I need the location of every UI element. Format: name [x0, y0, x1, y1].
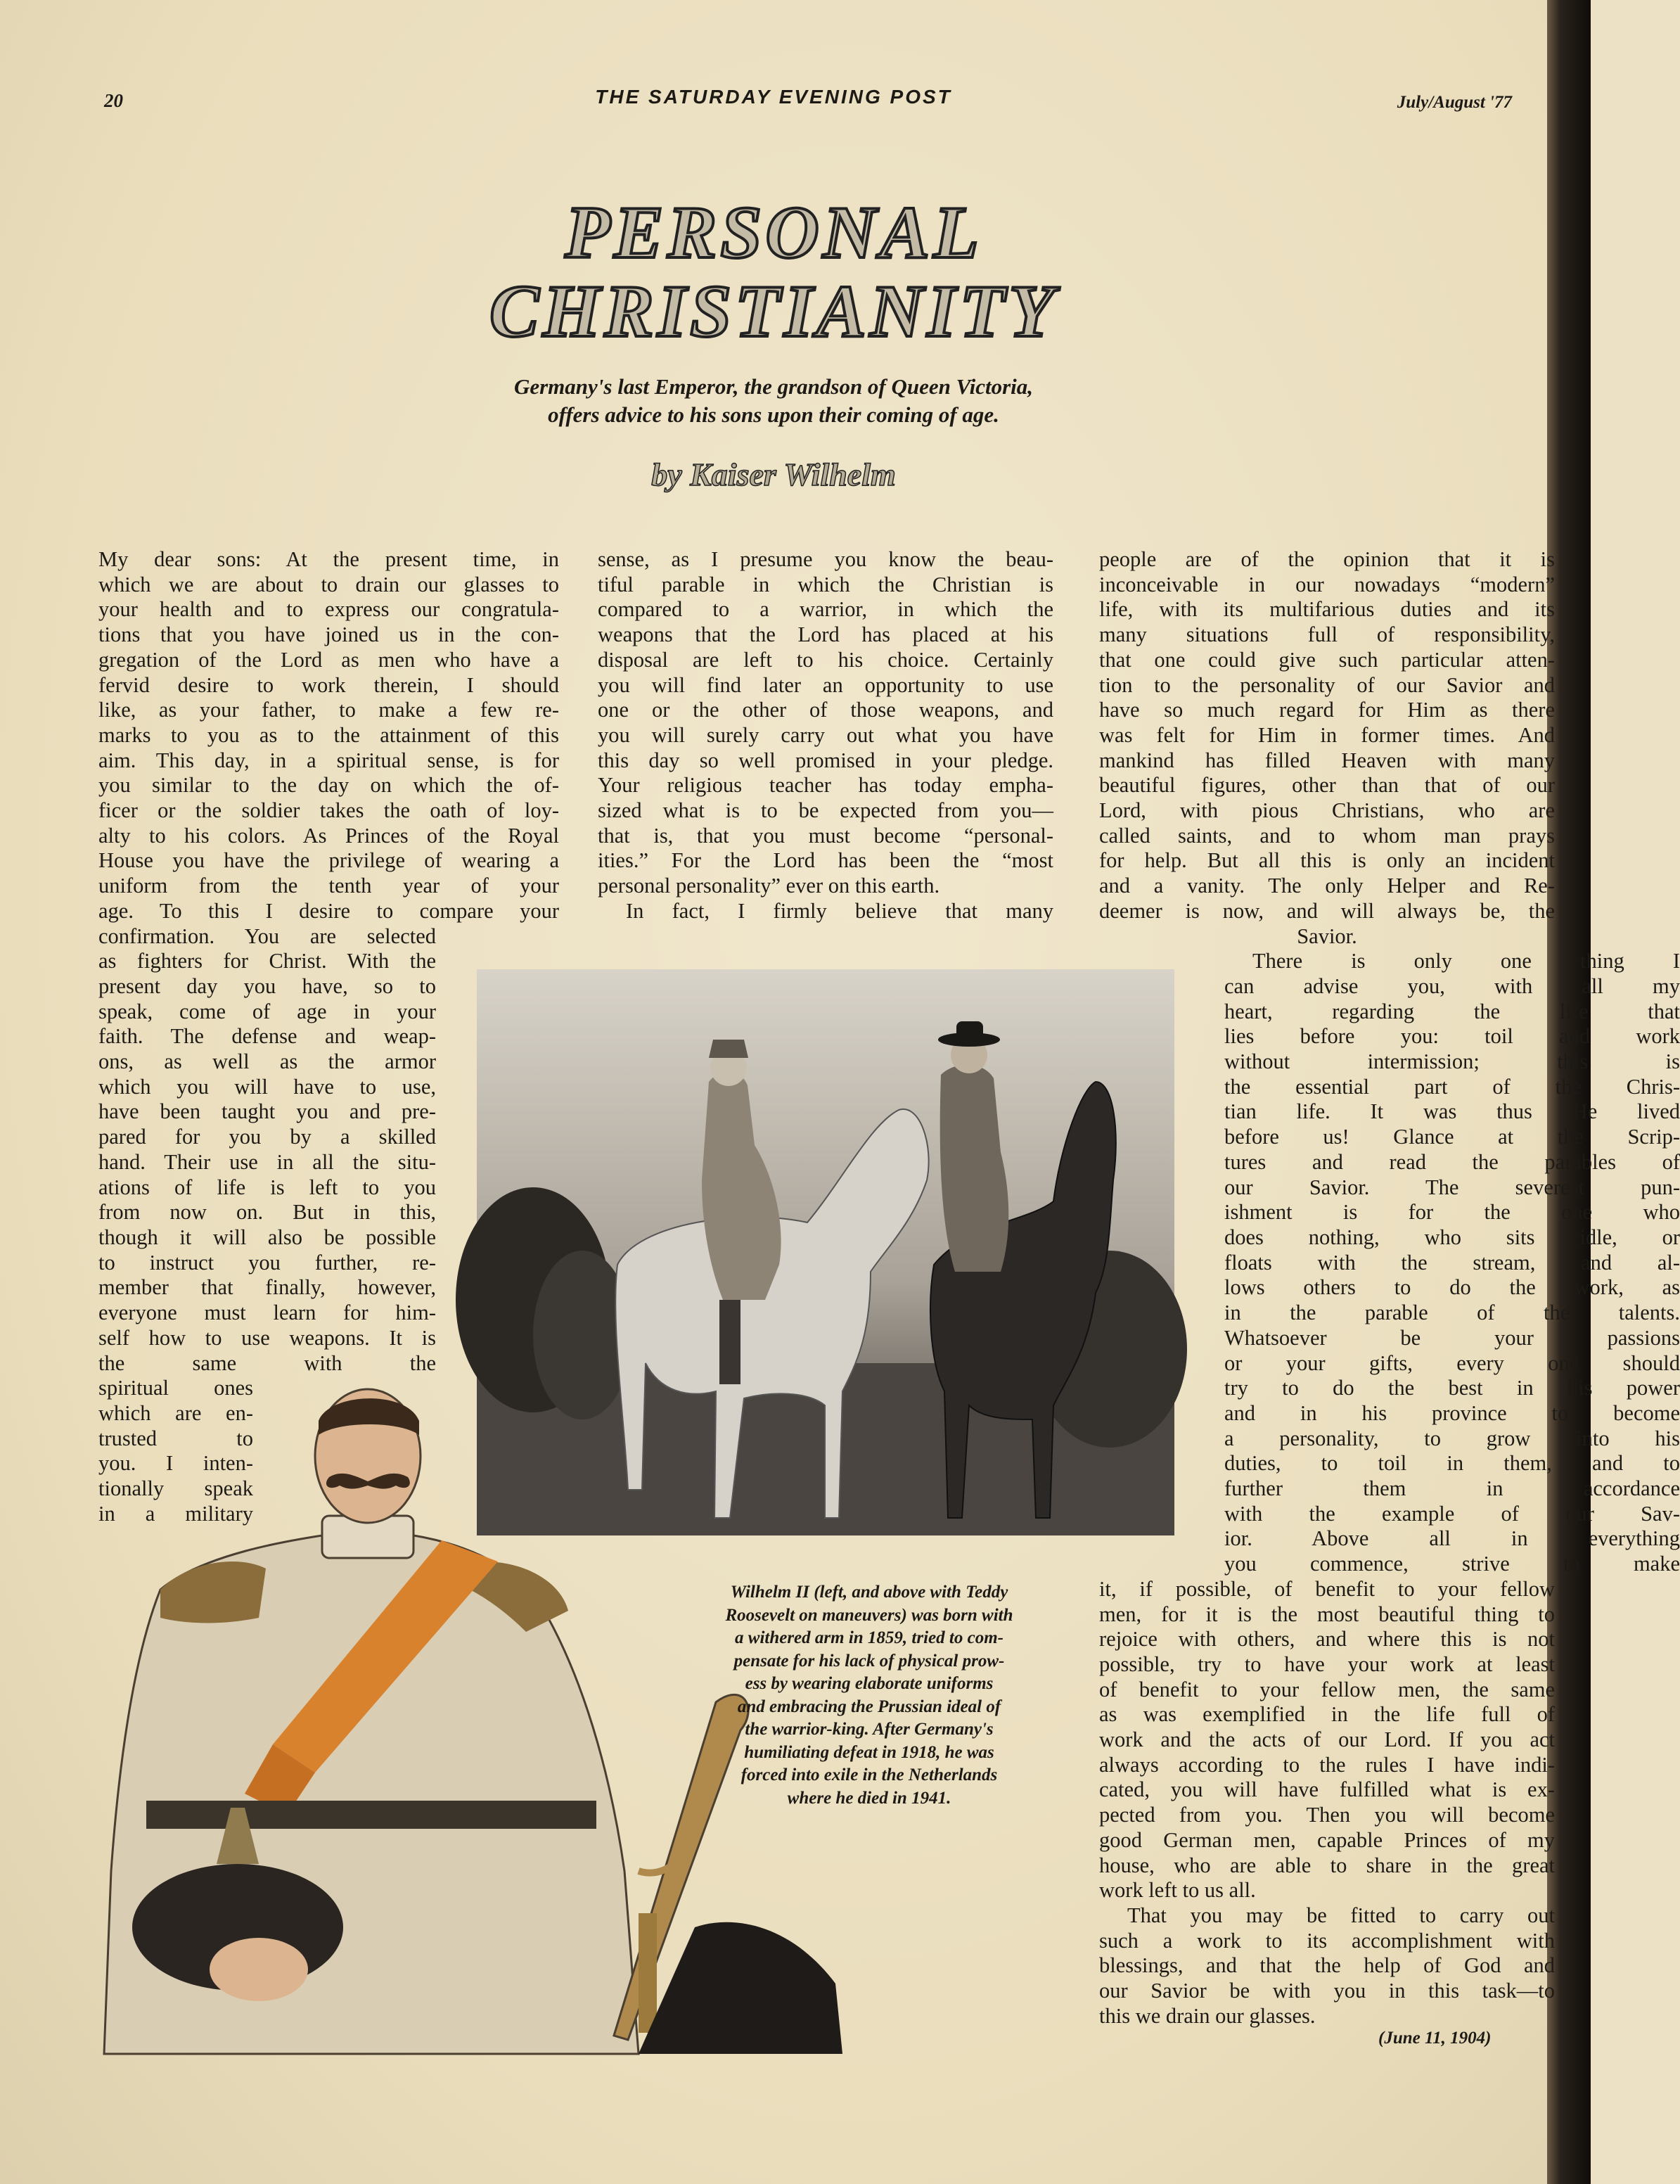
- text-line: good German men, capable Princes of my: [1099, 1827, 1555, 1852]
- text-line: personal personality” ever on this earth.: [598, 874, 940, 898]
- text-line: it, if possible, of benefit to your fellow: [1099, 1576, 1555, 1601]
- text-line: sized what is to be expected from you—: [598, 798, 1053, 823]
- caption-line: the warrior-king. After Germany's: [745, 1720, 994, 1739]
- text-line: trusted to: [98, 1426, 253, 1450]
- text-line: which you will have to use,: [98, 1074, 436, 1099]
- text-line: age. To this I desire to compare your: [98, 898, 559, 923]
- text-line: uniform from the tenth year of your: [98, 874, 559, 898]
- text-line: My dear sons: At the present time, in: [98, 547, 559, 571]
- text-line: member that finally, however,: [98, 1275, 436, 1300]
- text-line: blessings, and that the help of God and: [1099, 1953, 1555, 1978]
- text-line: people are of the opinion that it is: [1099, 547, 1555, 571]
- text-line: many situations full of responsibility,: [1099, 622, 1555, 647]
- dek-line: Germany's last Emperor, the grandson of Queen Victoria,: [513, 374, 1034, 399]
- caption-line: where he died in 1941.: [787, 1788, 951, 1808]
- text-line: with the example of our Sav-: [1224, 1501, 1680, 1526]
- caption-line: humiliating defeat in 1918, he was: [744, 1742, 994, 1762]
- text-line: tiful parable in which the Christian is: [598, 572, 1053, 596]
- text-line: ities.” For the Lord has been the “most: [598, 848, 1053, 873]
- text-line: lies before you: toil and work: [1224, 1024, 1680, 1049]
- issue-date: July/August '77: [1397, 93, 1512, 112]
- column3-wide-block: [1099, 547, 1555, 949]
- text-line: for help. But all this is only an incident: [1099, 848, 1555, 873]
- text-line: before us! Glance at the Scrip-: [1224, 1125, 1680, 1149]
- caption-line: ess by wearing elaborate uniforms: [745, 1674, 994, 1693]
- text-line: have been taught you and pre-: [98, 1099, 436, 1124]
- caption-line: pensate for his lack of physical prow-: [733, 1651, 1005, 1671]
- text-line: from now on. But in this,: [98, 1200, 436, 1225]
- text-line: was felt for Him in former times. And: [1099, 722, 1555, 747]
- text-line: alty to his colors. As Princes of the Royal: [98, 823, 559, 848]
- text-line: weapons that the Lord has placed at his: [598, 622, 1053, 647]
- text-line: and a vanity. The only Helper and Re-: [1099, 874, 1555, 898]
- text-line: spiritual ones: [98, 1376, 253, 1400]
- text-line: called saints, and to whom man prays: [1099, 823, 1555, 848]
- text-line: that is, that you must become “personal-: [598, 823, 1053, 848]
- text-line: the same with the: [98, 1350, 436, 1375]
- caption-line: and embracing the Prussian ideal of: [737, 1697, 1001, 1716]
- article-title-line2: CHRISTIANITY: [489, 270, 1058, 352]
- text-line: faith. The defense and weap-: [98, 1024, 436, 1049]
- text-line: That you may be fitted to carry out: [1127, 1903, 1555, 1927]
- text-line: tian life. It was thus He lived: [1224, 1099, 1680, 1124]
- text-line: try to do the best in his power: [1224, 1376, 1680, 1400]
- text-line: such a work to its accomplishment with: [1099, 1928, 1555, 1953]
- text-line: a personality, to grow into his: [1224, 1426, 1680, 1450]
- text-line: our Savior. The severest pun-: [1224, 1175, 1680, 1199]
- article-dek: [0, 373, 1547, 430]
- text-line: which are en-: [98, 1400, 253, 1425]
- text-line: you commence, strive to make: [1224, 1552, 1680, 1576]
- text-line: pared for you by a skilled: [98, 1125, 436, 1149]
- text-line: everyone must learn for him-: [98, 1301, 436, 1325]
- text-line: to instruct you further, re-: [98, 1250, 436, 1275]
- text-line: cated, you will have fulfilled what is ex-: [1099, 1777, 1555, 1802]
- text-line: does nothing, who sits idle, or: [1224, 1225, 1680, 1249]
- text-line: the essential part of the Chris-: [1224, 1074, 1680, 1099]
- text-line: though it will also be possible: [98, 1225, 436, 1249]
- text-line: you similar to the day on which the of-: [98, 773, 559, 798]
- text-line: work left to us all.: [1099, 1878, 1256, 1903]
- text-line: ons, as well as the armor: [98, 1049, 436, 1074]
- text-line: heart, regarding the life that: [1224, 999, 1680, 1023]
- text-line: speak, come of age in your: [98, 999, 436, 1023]
- text-line: duties, to toil in them, and to: [1224, 1451, 1680, 1476]
- text-line: that one could give such particular atten-: [1099, 647, 1555, 672]
- text-line: hand. Their use in all the situ-: [98, 1149, 436, 1174]
- text-line: inconceivable in our nowadays “modern”: [1099, 572, 1555, 596]
- text-line: further them in accordance: [1224, 1476, 1680, 1501]
- text-line: as fighters for Christ. With the: [98, 949, 436, 973]
- page-number: 20: [104, 90, 123, 111]
- text-line: have so much regard for Him as there: [1099, 698, 1555, 722]
- text-line: sense, as I presume you know the beau-: [598, 547, 1053, 571]
- text-line: this we drain our glasses.: [1099, 2003, 1316, 2028]
- body-column-2: [598, 547, 1053, 924]
- running-head: THE SATURDAY EVENING POST: [595, 86, 952, 108]
- column3-narrow-block: [1224, 949, 1680, 1577]
- text-line: ishment is for the one who: [1224, 1200, 1680, 1225]
- text-line: compared to a warrior, in which the: [598, 597, 1053, 622]
- text-line: you. I inten-: [98, 1451, 253, 1476]
- caption-line: Roosevelt on maneuvers) was born with: [725, 1605, 1013, 1625]
- column2-block: [598, 547, 1053, 924]
- text-line: pected from you. Then you will become: [1099, 1803, 1555, 1827]
- text-line: our Savior be with you in this task—to: [1099, 1979, 1555, 2003]
- article-title-line1: PERSONAL: [565, 191, 982, 274]
- text-line: work and the acts of our Lord. If you act: [1099, 1728, 1555, 1752]
- text-line: your health and to express our congratula-: [98, 597, 559, 622]
- text-line: marks to you as to the attainment of this: [98, 722, 559, 747]
- text-line: or your gifts, every one should: [1224, 1350, 1680, 1375]
- text-line: ior. Above all in everything: [1224, 1526, 1680, 1551]
- text-line: gregation of the Lord as men who have a: [98, 647, 559, 672]
- text-line: which we are about to drain our glasses to: [98, 572, 559, 596]
- text-line: In fact, I firmly believe that many: [626, 898, 1053, 923]
- text-line: like, as your father, to make a few re-: [98, 698, 559, 722]
- text-line: tionally speak: [98, 1476, 253, 1501]
- text-line: Lord, with pious Christians, who are: [1099, 798, 1555, 823]
- text-line: rejoice with others, and where this is not: [1099, 1627, 1555, 1652]
- text-line: floats with the stream, and al-: [1224, 1250, 1680, 1275]
- text-line: of benefit to your fellow men, the same: [1099, 1677, 1555, 1701]
- text-line: can advise you, with all my: [1224, 973, 1680, 998]
- caption-line: Wilhelm II (left, and above with Teddy: [730, 1583, 1008, 1602]
- text-line: tures and read the parables of: [1224, 1149, 1680, 1174]
- text-line: one or the other of those weapons, and: [598, 698, 1053, 722]
- text-line: Your religious teacher has today empha-: [598, 773, 1053, 798]
- column3-full-block: [1099, 1577, 1555, 2029]
- text-line: and in his province to become: [1224, 1400, 1680, 1425]
- text-line: There is only one thing I: [1252, 949, 1680, 973]
- text-line: in a military: [98, 1501, 253, 1526]
- text-line: disposal are left to his choice. Certainly: [598, 647, 1053, 672]
- text-line: Savior.: [1297, 924, 1357, 948]
- text-line: confirmation. You are selected: [98, 924, 436, 948]
- photo-caption: [679, 1581, 1059, 1810]
- text-line: this day so well promised in your pledge.: [598, 748, 1053, 772]
- caption-line: a withered arm in 1859, tried to com-: [735, 1628, 1003, 1647]
- text-line: House you have the privilege of wearing a: [98, 848, 559, 873]
- text-line: in the parable of the talents.: [1224, 1301, 1680, 1325]
- text-line: Whatsoever be your passions: [1224, 1325, 1680, 1350]
- text-line: life, with its multifarious duties and its: [1099, 597, 1555, 622]
- text-line: beautiful figures, other than that of our: [1099, 773, 1555, 798]
- text-line: men, for it is the most beautiful thing to: [1099, 1602, 1555, 1626]
- text-line: as was exemplified in the life full of: [1099, 1702, 1555, 1727]
- text-line: ations of life is left to you: [98, 1175, 436, 1199]
- text-line: house, who are able to share in the great: [1099, 1853, 1555, 1877]
- letter-date: (June 11, 1904): [1378, 2029, 1492, 2048]
- text-line: self how to use weapons. It is: [98, 1325, 436, 1350]
- column1-narrow-block: [98, 924, 436, 1377]
- dek-line: offers advice to his sons upon their coming of age.: [548, 402, 999, 428]
- text-line: fervid desire to work therein, I should: [98, 672, 559, 697]
- column1-wide-block: [98, 547, 559, 924]
- text-line: lows others to do the work, as: [1224, 1275, 1680, 1300]
- text-line: present day you have, so to: [98, 973, 436, 998]
- text-line: without intermission; this is: [1224, 1049, 1680, 1074]
- text-line: ficer or the soldier takes the oath of loy-: [98, 798, 559, 823]
- caption-line: forced into exile in the Netherlands: [740, 1765, 998, 1784]
- text-line: tions that you have joined us in the con-: [98, 622, 559, 647]
- text-line: possible, try to have your work at least: [1099, 1652, 1555, 1676]
- text-line: aim. This day, in a spiritual sense, is for: [98, 748, 559, 772]
- text-line: tion to the personality of our Savior and: [1099, 672, 1555, 697]
- text-line: you will surely carry out what you have: [598, 722, 1053, 747]
- text-line: you will find later an opportunity to use: [598, 672, 1053, 697]
- text-line: always according to the rules I have indi-: [1099, 1752, 1555, 1777]
- text-line: mankind has filled Heaven with many: [1099, 748, 1555, 772]
- byline: by Kaiser Wilhelm: [651, 456, 896, 492]
- text-line: deemer is now, and will always be, the: [1099, 898, 1555, 923]
